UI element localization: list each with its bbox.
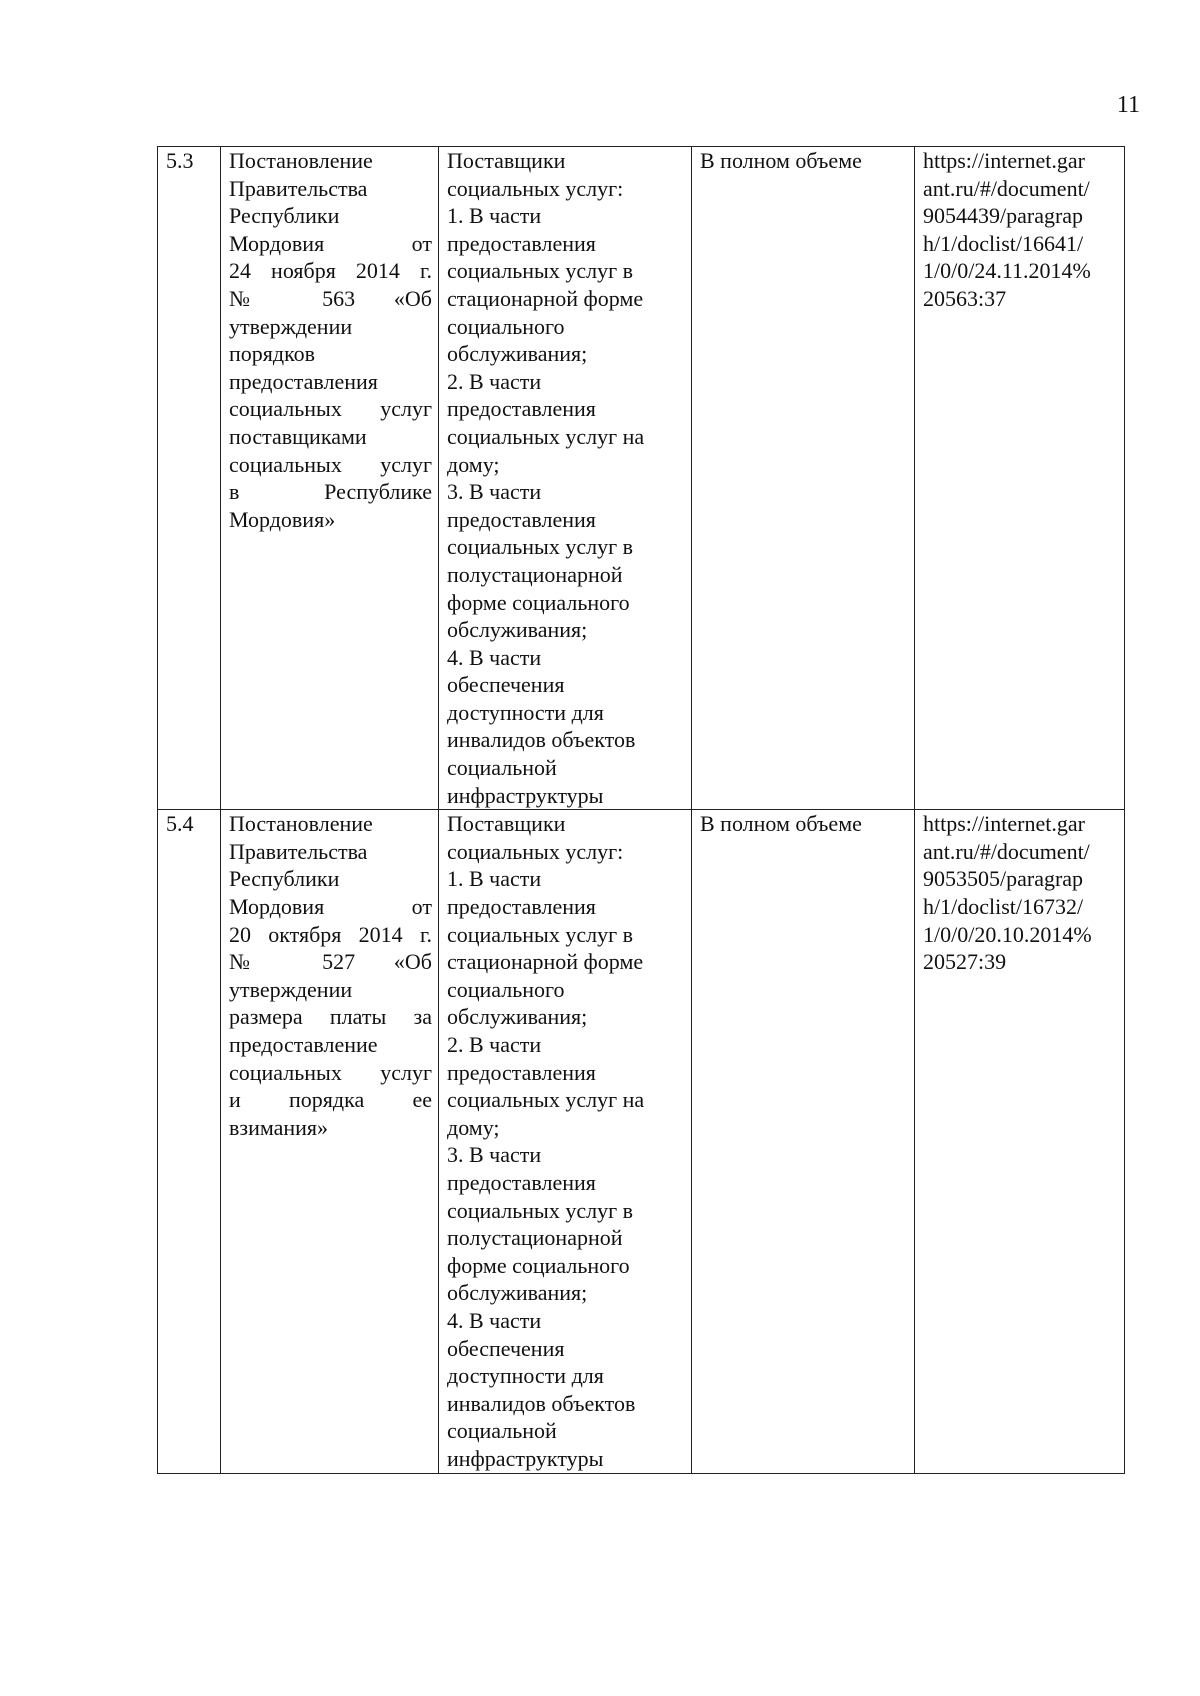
regulated-parties-line: 1. В части [447,203,542,229]
regulations-table [157,146,1125,1474]
document-link-line: https://internet.gar [923,148,1085,173]
document-link-line: ant.ru/#/document/ [923,838,1090,864]
regulated-parties-line: социальных услуг на [447,1087,645,1113]
act-title-line: порядков [229,341,316,367]
act-title-line: Постановление [229,811,373,837]
regulated-parties-line: форме социального [447,1252,630,1278]
act-title-line: и порядка ее [229,1087,432,1113]
document-link-line: 20527:39 [923,949,1007,975]
act-title-line: предоставления [229,368,378,394]
regulated-parties-line: стационарной форме [447,285,644,311]
regulated-parties [439,810,692,1473]
act-title [221,147,439,810]
regulated-parties-line: инвалидов объектов [447,1390,636,1416]
act-title-line: утверждении [229,313,353,339]
regulated-parties-line: социальных услуг: [447,838,624,864]
regulated-parties-line: предоставления [447,506,596,532]
regulated-parties-line: обслуживания; [447,1280,588,1306]
regulated-parties-line: стационарной форме [447,949,644,975]
regulated-parties-line: предоставления [447,1169,596,1195]
item-number: 5.4 [158,810,221,1473]
regulated-parties-line: обслуживания; [447,617,588,643]
act-title-line: предоставление [229,1032,378,1057]
table-row [158,147,1125,810]
regulated-parties-line: социальных услуг в [447,1197,633,1223]
regulated-parties-line: обеспечения [447,1335,565,1361]
act-title-line: утверждении [229,976,353,1002]
regulated-parties-line: социальной [447,1418,557,1444]
regulated-parties-line: инвалидов объектов [447,727,636,753]
regulated-parties-line: 2. В части [447,368,542,394]
act-title-line: социальных услуг [229,396,432,422]
item-number: 5.3 [158,147,221,810]
act-title-line: поставщиками [229,423,367,449]
regulated-parties-line: обеспечения [447,672,565,698]
table-row [158,810,1125,1473]
document-link-line: 20563:37 [923,285,1007,311]
document-link-line: https://internet.gar [923,811,1085,837]
act-title-line: Мордовия от [229,230,432,256]
act-title-line: Мордовия от [229,894,432,920]
document-link-line: 9053505/paragrap [923,866,1084,892]
regulated-parties-line: инфраструктуры [447,1445,604,1471]
table-body [158,147,1125,1474]
regulated-parties-line: 3. В части [447,1142,542,1168]
act-title [221,810,439,1473]
act-title-line: 20 октября 2014 г. [229,921,432,947]
act-title-line: социальных услуг [229,1059,432,1085]
regulated-parties-line: предоставления [447,396,596,422]
regulated-parties-line: социального [447,313,565,339]
regulated-parties-line: социальных услуг в [447,921,633,947]
regulated-parties-line: предоставления [447,894,596,920]
act-title-line: Республики [229,866,340,892]
regulated-parties-line: Поставщики [447,148,566,173]
regulated-parties-line: дому; [447,1114,500,1140]
act-title-line: Правительства [229,838,368,864]
act-title-line: № 527 «Об [229,949,432,975]
page-number: 11 [1116,92,1140,118]
document-link-line: h/1/doclist/16732/ [923,894,1084,920]
act-title-line: взимания» [229,1114,329,1140]
regulated-parties-line: 3. В части [447,479,542,505]
regulated-parties-line: полустационарной [447,561,623,587]
application-scope: В полном объеме [692,147,915,810]
regulated-parties-line: социальных услуг в [447,258,633,284]
document-link[interactable] [915,147,1125,810]
regulated-parties-line: 4. В части [447,644,542,670]
document-link[interactable] [915,810,1125,1473]
regulated-parties-line: 4. В части [447,1307,542,1333]
regulated-parties-line: инфраструктуры [447,782,604,808]
regulated-parties-line: обслуживания; [447,1004,588,1030]
regulated-parties-line: 2. В части [447,1032,542,1057]
regulated-parties-line: полустационарной [447,1225,623,1251]
regulated-parties-line: доступности для [447,699,604,725]
regulated-parties-line: социальных услуг на [447,423,645,449]
act-title-line: № 563 «Об [229,285,432,311]
document-link-line: 1/0/0/20.10.2014% [923,921,1092,947]
regulated-parties-line: обслуживания; [447,341,588,367]
act-title-line: Мордовия» [229,506,336,532]
regulated-parties-line: дому; [447,451,500,477]
application-scope: В полном объеме [692,810,915,1473]
regulated-parties-line: предоставления [447,230,596,256]
regulated-parties-line: социального [447,976,565,1002]
document-link-line: h/1/doclist/16641/ [923,230,1084,256]
act-title-line: в Республике [229,479,432,505]
regulated-parties-line: предоставления [447,1059,596,1085]
regulated-parties-line: социальных услуг в [447,534,633,560]
regulated-parties-line: социальной [447,755,557,781]
regulated-parties-line: Поставщики [447,811,566,837]
act-title-line: Республики [229,203,340,229]
regulated-parties-line: социальных услуг: [447,175,624,201]
regulated-parties-line: 1. В части [447,866,542,892]
document-link-line: 1/0/0/24.11.2014% [923,258,1091,284]
act-title-line: Правительства [229,175,368,201]
document-link-line: ant.ru/#/document/ [923,175,1090,201]
regulated-parties-line: форме социального [447,589,630,615]
document-link-line: 9054439/paragrap [923,203,1084,229]
act-title-line: Постановление [229,148,373,173]
act-title-line: 24 ноября 2014 г. [229,258,432,284]
regulated-parties [439,147,692,810]
regulated-parties-line: доступности для [447,1363,604,1389]
act-title-line: размера платы за [229,1004,432,1030]
act-title-line: социальных услуг [229,451,432,477]
